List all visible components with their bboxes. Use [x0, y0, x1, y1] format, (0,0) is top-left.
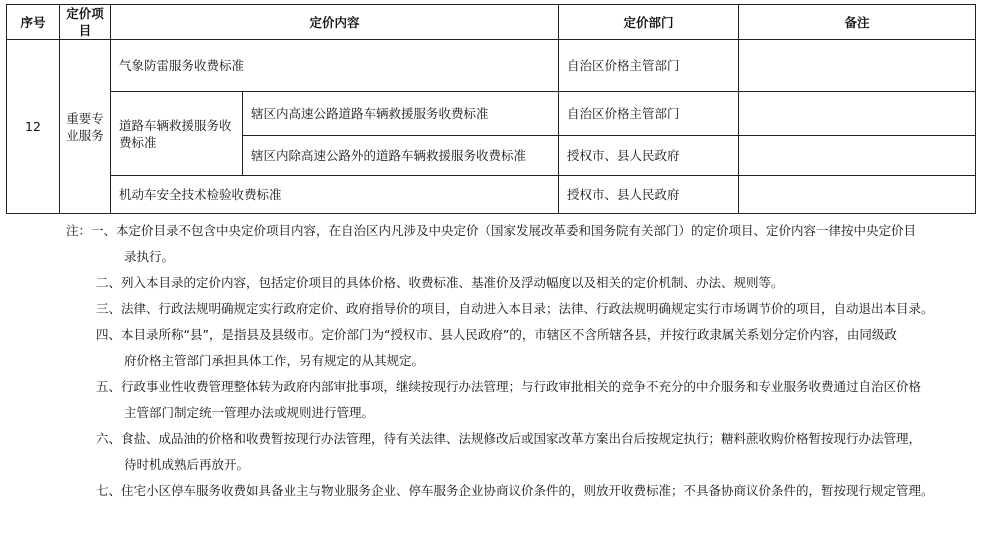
header-remark: 备注 [739, 5, 976, 40]
rescue-group-cell: 道路车辆救援服务收费标准 [111, 92, 243, 176]
pricing-table [6, 4, 976, 214]
note-4: 四、本目录所称“县”，是指县及县级市。定价部门为“授权市、县人民政府”的，市辖区不含所辖各县，并按行政隶属关系划分定价内容，由同级政 [96, 327, 897, 342]
dept-cell: 自治区价格主管部门 [559, 40, 739, 92]
table-row [7, 92, 976, 136]
dept-cell: 自治区价格主管部门 [559, 92, 739, 136]
dept-cell: 授权市、县人民政府 [559, 176, 739, 214]
note-4-continued: 府价格主管部门承担具体工作，另有规定的从其规定。 [124, 353, 425, 368]
header-item: 定价项目 [60, 5, 111, 40]
content-cell: 辖区内高速公路道路车辆救援服务收费标准 [243, 92, 559, 136]
note-6-continued: 待时机成熟后再放开。 [124, 457, 250, 472]
remark-cell [739, 176, 976, 214]
note-1: 注：一、本定价目录不包含中央定价项目内容，在自治区内凡涉及中央定价（国家发展改革委和国务院有关部门）的定价项目、定价内容一律按中央定价目 [66, 223, 917, 238]
dept-cell: 授权市、县人民政府 [559, 136, 739, 176]
content-cell: 机动车安全技术检验收费标准 [111, 176, 559, 214]
table-row [7, 176, 976, 214]
note-5: 五、行政事业性收费管理整体转为政府内部审批事项，继续按现行办法管理；与行政审批相关的竞争不充分的中介服务和专业服务收费通过自治区价格 [96, 379, 922, 394]
note-5-continued: 主管部门制定统一管理办法或规则进行管理。 [124, 405, 375, 420]
note-1-continued: 录执行。 [124, 249, 175, 264]
remark-cell [739, 92, 976, 136]
header-dept: 定价部门 [559, 5, 739, 40]
content-cell: 气象防雷服务收费标准 [111, 40, 559, 92]
remark-cell [739, 136, 976, 176]
notes-section [66, 218, 984, 504]
table-header-row [7, 5, 976, 40]
item-cell: 重要专业服务 [60, 40, 111, 214]
header-content: 定价内容 [111, 5, 559, 40]
seq-cell: 12 [7, 40, 60, 214]
note-3: 三、法律、行政法规明确规定实行政府定价、政府指导价的项目，自动进入本目录；法律、行政法规明确规定实行市场调节价的项目，自动退出本目录。 [96, 301, 934, 316]
remark-cell [739, 40, 976, 92]
note-2: 二、列入本目录的定价内容，包括定价项目的具体价格、收费标准、基准价及浮动幅度以及相关的定价机制、办法、规则等。 [96, 275, 784, 290]
content-cell: 辖区内除高速公路外的道路车辆救援服务收费标准 [243, 136, 559, 176]
note-7: 七、住宅小区停车服务收费如具备业主与物业服务企业、停车服务企业协商议价条件的，则放开收费标准；不具备协商议价条件的，暂按现行规定管理。 [96, 483, 934, 498]
table-row [7, 40, 976, 92]
header-seq: 序号 [7, 5, 60, 40]
note-6: 六、食盐、成品油的价格和收费暂按现行办法管理，待有关法律、法规修改后或国家改革方案出台后按规定执行；糖料蔗收购价格暂按现行办法管理， [96, 431, 922, 446]
